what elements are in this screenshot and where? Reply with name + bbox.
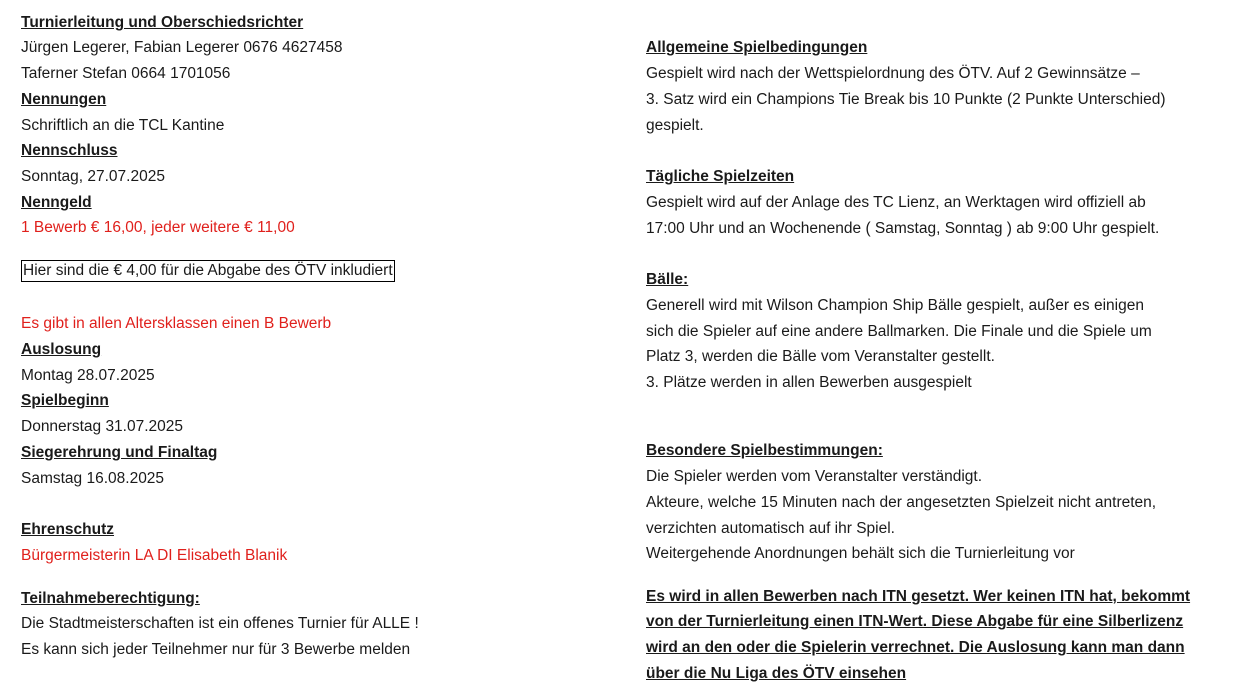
besondere-line-2: Akteure, welche 15 Minuten nach der angesetzten Spielzeit nicht antreten,	[646, 494, 1157, 511]
baelle-line-3: Platz 3, werden die Bälle vom Veranstalter gestellt.	[646, 348, 995, 365]
nennungen-heading: Nennungen	[21, 91, 107, 108]
itn-line-3: wird an den oder die Spielerin verrechnet. Die Auslosung kann man dann	[646, 639, 1185, 656]
allgemein-line-2: 3. Satz wird ein Champions Tie Break bis 10 Punkte (2 Punkte Unterschied)	[646, 91, 1166, 108]
allgemein-line-3: gespielt.	[646, 117, 704, 134]
nennungen-text: Schriftlich an die TCL Kantine	[21, 117, 225, 134]
itn-line-4: über die Nu Liga des ÖTV einsehen	[646, 665, 907, 682]
nennschluss-heading: Nennschluss	[21, 142, 118, 159]
auslosung-heading: Auslosung	[21, 341, 102, 358]
spielzeiten-line-1: Gespielt wird auf der Anlage des TC Lienz, an Werktagen wird offiziell ab	[646, 194, 1146, 211]
baelle-line-1: Generell wird mit Wilson Champion Ship Bälle gespielt, außer es einigen	[646, 297, 1144, 314]
teilnahme-line-1: Die Stadtmeisterschaften ist ein offenes Turnier für ALLE !	[21, 615, 419, 632]
ehrenschutz-text: Bürgermeisterin LA DI Elisabeth Blanik	[21, 547, 288, 564]
baelle-line-4: 3. Plätze werden in allen Bewerben ausgespielt	[646, 374, 972, 391]
turnierleitung-heading: Turnierleitung und Oberschiedsrichter	[21, 14, 304, 31]
auslosung-text: Montag 28.07.2025	[21, 367, 155, 384]
baelle-heading: Bälle:	[646, 271, 689, 288]
besondere-heading: Besondere Spielbestimmungen:	[646, 442, 883, 459]
besondere-line-3: verzichten automatisch auf ihr Spiel.	[646, 520, 895, 537]
b-bewerb-notice: Es gibt in allen Altersklassen einen B Bewerb	[21, 315, 332, 332]
nennschluss-text: Sonntag, 27.07.2025	[21, 168, 165, 185]
turnierleitung-line-1: Jürgen Legerer, Fabian Legerer 0676 4627458	[21, 39, 343, 56]
allgemein-line-1: Gespielt wird nach der Wettspielordnung des ÖTV. Auf 2 Gewinnsätze –	[646, 65, 1140, 82]
teilnahme-heading: Teilnahmeberechtigung:	[21, 590, 200, 607]
besondere-line-4: Weitergehende Anordnungen behält sich die Turnierleitung vor	[646, 545, 1075, 562]
oetv-fee-box: Hier sind die € 4,00 für die Abgabe des ÖTV inkludiert	[21, 260, 395, 282]
spielbeginn-text: Donnerstag 31.07.2025	[21, 418, 184, 435]
nenngeld-heading: Nenngeld	[21, 194, 92, 211]
itn-line-1: Es wird in allen Bewerben nach ITN gesetzt. Wer keinen ITN hat, bekommt	[646, 588, 1191, 605]
nenngeld-text: 1 Bewerb € 16,00, jeder weitere € 11,00	[21, 219, 295, 236]
teilnahme-line-2: Es kann sich jeder Teilnehmer nur für 3 Bewerbe melden	[21, 641, 411, 658]
spielbeginn-heading: Spielbeginn	[21, 392, 109, 409]
itn-line-2: von der Turnierleitung einen ITN-Wert. Diese Abgabe für eine Silberlizenz	[646, 613, 1184, 630]
baelle-line-2: sich die Spieler auf eine andere Ballmarken. Die Finale und die Spiele um	[646, 323, 1152, 340]
siegerehrung-heading: Siegerehrung und Finaltag	[21, 444, 218, 461]
spielzeiten-heading: Tägliche Spielzeiten	[646, 168, 795, 185]
siegerehrung-text: Samstag 16.08.2025	[21, 470, 165, 487]
allgemein-heading: Allgemeine Spielbedingungen	[646, 39, 868, 56]
besondere-line-1: Die Spieler werden vom Veranstalter verständigt.	[646, 468, 982, 485]
ehrenschutz-heading: Ehrenschutz	[21, 521, 115, 538]
turnierleitung-line-2: Taferner Stefan 0664 1701056	[21, 65, 231, 82]
spielzeiten-line-2: 17:00 Uhr und an Wochenende ( Samstag, Sonntag ) ab 9:00 Uhr gespielt.	[646, 220, 1160, 237]
